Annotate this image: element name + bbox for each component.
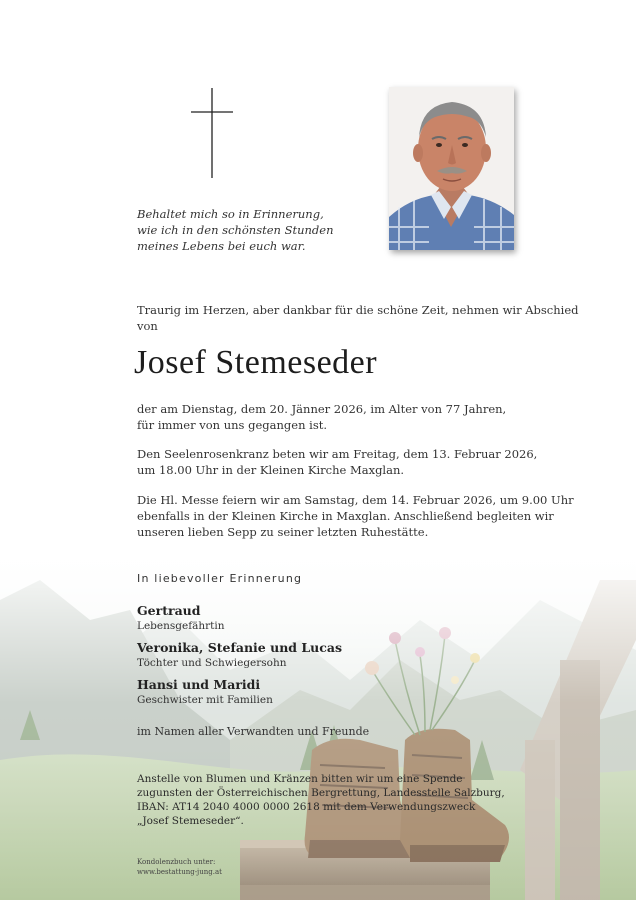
memorial-verse: [137, 206, 337, 254]
verse-line: Behaltet mich so in Erinnerung,: [137, 207, 324, 221]
verse-line: meines Lebens bei euch war.: [137, 239, 306, 253]
donation-line: Anstelle von Blumen und Kränzen bitten wir um eine Spende: [137, 773, 463, 785]
mourner-relation: Geschwister mit Familien: [137, 694, 273, 706]
mourner-name: Hansi und Maridi: [137, 677, 261, 692]
paragraph-line: unseren lieben Sepp zu seiner letzten Ruhestätte.: [137, 525, 429, 539]
condolence-url[interactable]: www.bestattung-jung.at: [137, 868, 222, 876]
mountain-boots-background: [0, 540, 636, 900]
donation-notice: [137, 772, 505, 828]
mourners-others: im Namen aller Verwandten und Freunde: [137, 725, 370, 738]
paragraph-line: um 18.00 Uhr in der Kleinen Kirche Maxglan.: [137, 463, 405, 477]
intro-line: Traurig im Herzen, aber dankbar für die schöne Zeit, nehmen wir Abschied: [137, 303, 579, 317]
death-notice-paragraph: [137, 401, 537, 433]
paragraph-line: ebenfalls in der Kleinen Kirche in Maxglan. Anschließend begleiten wir: [137, 509, 554, 523]
condolence-info: [137, 857, 222, 877]
condolence-label: Kondolenzbuch unter:: [137, 858, 216, 866]
rosary-paragraph: [137, 446, 537, 478]
paragraph-line: für immer von uns gegangen ist.: [137, 418, 327, 432]
portrait-photo: [389, 87, 514, 250]
mourner-relation: Lebensgefährtin: [137, 620, 225, 632]
mass-paragraph: [137, 492, 574, 540]
donation-line: zugunsten der Österreichischen Bergrettung, Landesstelle Salzburg,: [137, 787, 505, 799]
donation-line: „Josef Stemeseder“.: [137, 815, 244, 827]
paragraph-line: der am Dienstag, dem 20. Jänner 2026, im Alter von 77 Jahren,: [137, 402, 507, 416]
mourner-name: Gertraud: [137, 603, 201, 618]
intro-text: [137, 302, 579, 334]
deceased-name: Josef Stemeseder: [134, 344, 378, 381]
intro-line: von: [137, 319, 158, 333]
verse-line: wie ich in den schönsten Stunden: [137, 223, 334, 237]
paragraph-line: Die Hl. Messe feiern wir am Samstag, dem 14. Februar 2026, um 9.00 Uhr: [137, 493, 574, 507]
paragraph-line: Den Seelenrosenkranz beten wir am Freitag, dem 13. Februar 2026,: [137, 447, 538, 461]
cross-icon: [190, 88, 234, 178]
mourners-heading: In liebevoller Erinnerung: [137, 572, 303, 585]
donation-line: IBAN: AT14 2040 4000 0000 2618 mit dem Verwendungszweck: [137, 801, 476, 813]
mourner-name: Veronika, Stefanie und Lucas: [137, 640, 342, 655]
mourner-relation: Töchter und Schwiegersohn: [137, 657, 287, 669]
